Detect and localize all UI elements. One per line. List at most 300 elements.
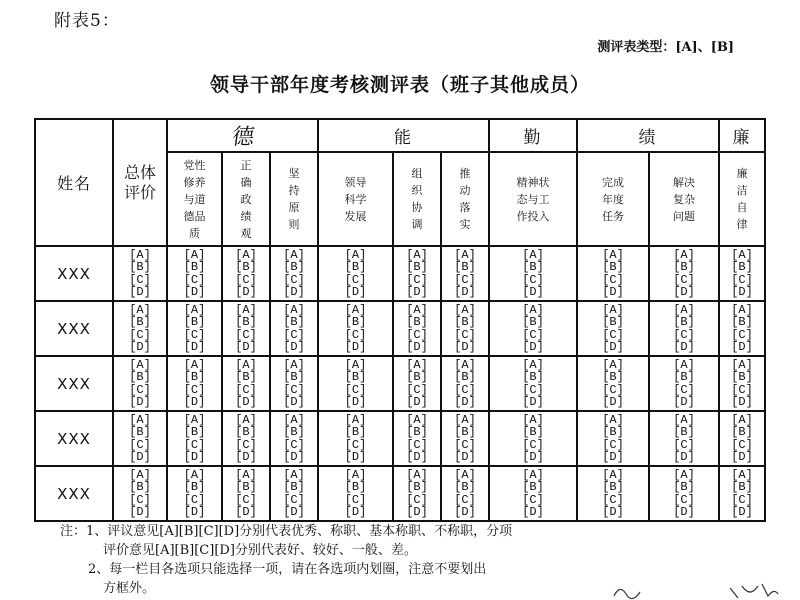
- criteria-header-2: [222, 152, 270, 246]
- rating-option-box[interactable]: [D]: [673, 395, 695, 409]
- rating-option-box[interactable]: [D]: [235, 340, 257, 354]
- rating-option-box[interactable]: [A]: [344, 247, 367, 262]
- rating-option-box[interactable]: [B]: [673, 425, 695, 439]
- rating-option-box[interactable]: [B]: [522, 370, 544, 384]
- rating-option-box[interactable]: [A]: [183, 247, 206, 262]
- criteria-label-line: 年度: [602, 192, 625, 206]
- criteria-label-line: 完成: [602, 175, 625, 189]
- rating-option-box[interactable]: [D]: [731, 450, 753, 464]
- table-row: [35, 246, 765, 301]
- rating-option-box[interactable]: [C]: [602, 437, 624, 452]
- rating-option-box[interactable]: [B]: [673, 480, 695, 494]
- rating-option-box[interactable]: [B]: [235, 425, 257, 439]
- rating-option-box[interactable]: [A]: [283, 357, 305, 372]
- rating-option-box[interactable]: [B]: [406, 315, 428, 329]
- total-rating-options: [113, 246, 167, 301]
- rating-option-box[interactable]: [C]: [283, 492, 305, 507]
- rating-option-box[interactable]: [A]: [454, 247, 476, 262]
- rating-option-box[interactable]: [C]: [454, 327, 476, 342]
- rating-option-box[interactable]: [D]: [454, 395, 476, 409]
- rating-option-box[interactable]: [A]: [673, 357, 695, 372]
- criteria-header-5: [393, 152, 441, 246]
- person-name: XXX: [35, 356, 113, 411]
- note-line-4: 方框外。: [103, 581, 156, 596]
- criterion-rating-options: [222, 411, 270, 466]
- rating-option-box[interactable]: [C]: [673, 382, 695, 397]
- rating-option-box[interactable]: [D]: [602, 340, 624, 354]
- rating-option-box[interactable]: [D]: [129, 285, 151, 299]
- rating-option-box[interactable]: [B]: [129, 260, 151, 274]
- criteria-label-line: 解决: [673, 175, 696, 189]
- rating-option-box[interactable]: [A]: [344, 467, 367, 482]
- rating-option-box[interactable]: [C]: [602, 327, 624, 342]
- rating-option-box[interactable]: [C]: [129, 437, 151, 452]
- rating-option-box[interactable]: [C]: [522, 327, 544, 342]
- rating-option-box[interactable]: [C]: [731, 437, 753, 452]
- rating-option-box[interactable]: [C]: [183, 437, 206, 452]
- rating-option-box[interactable]: [C]: [183, 272, 206, 287]
- criteria-label-line: 调: [411, 218, 423, 231]
- rating-option-box[interactable]: [B]: [406, 480, 428, 494]
- rating-option-box[interactable]: [B]: [344, 480, 367, 494]
- criteria-label-line: 与道: [183, 192, 206, 206]
- rating-option-box[interactable]: [B]: [673, 315, 695, 329]
- criteria-label-line: 持: [288, 184, 300, 197]
- rating-option-box[interactable]: [C]: [235, 492, 257, 507]
- criteria-label-line: 复杂: [673, 192, 696, 206]
- criterion-rating-options: [270, 356, 318, 411]
- rating-option-box[interactable]: [C]: [406, 492, 428, 507]
- rating-option-box[interactable]: [A]: [602, 302, 624, 317]
- rating-option-box[interactable]: [C]: [602, 382, 624, 397]
- rating-option-box[interactable]: [C]: [344, 382, 367, 397]
- rating-option-box[interactable]: [C]: [522, 272, 544, 287]
- criterion-rating-options: [719, 356, 765, 411]
- rating-option-box[interactable]: [A]: [235, 247, 257, 262]
- rating-option-box[interactable]: [A]: [283, 467, 305, 482]
- criteria-label-line: 动: [459, 184, 471, 197]
- rating-option-box[interactable]: [A]: [344, 302, 367, 317]
- rating-option-box[interactable]: [D]: [406, 285, 428, 299]
- rating-option-box[interactable]: [C]: [235, 272, 257, 287]
- rating-option-box[interactable]: [D]: [406, 450, 428, 464]
- rating-option-box[interactable]: [A]: [522, 357, 544, 372]
- attachment-label: 附表5：: [54, 11, 120, 31]
- rating-option-box[interactable]: [D]: [344, 395, 367, 409]
- rating-option-box[interactable]: [D]: [602, 395, 624, 409]
- rating-option-box[interactable]: [B]: [673, 260, 695, 274]
- criterion-rating-options: [719, 301, 765, 356]
- rating-option-box[interactable]: [A]: [406, 357, 428, 372]
- rating-option-box[interactable]: [A]: [129, 357, 151, 372]
- total-evaluation-header: [113, 119, 167, 246]
- rating-option-box[interactable]: [D]: [522, 285, 544, 299]
- rating-option-box[interactable]: [C]: [344, 492, 367, 507]
- rating-option-box[interactable]: [B]: [406, 260, 428, 274]
- rating-option-box[interactable]: [C]: [673, 492, 695, 507]
- rating-option-box[interactable]: [B]: [731, 315, 753, 329]
- criteria-label-line: 原: [288, 201, 300, 214]
- person-name: XXX: [35, 246, 113, 301]
- criterion-rating-options: [489, 301, 577, 356]
- rating-option-box[interactable]: [C]: [129, 327, 151, 342]
- rating-option-box[interactable]: [D]: [673, 285, 695, 299]
- rating-option-box[interactable]: [B]: [344, 370, 367, 384]
- criteria-label-line: 领导: [344, 175, 367, 189]
- rating-option-box[interactable]: [B]: [454, 315, 476, 329]
- rating-option-box[interactable]: [B]: [454, 480, 476, 494]
- rating-option-box[interactable]: [A]: [673, 412, 695, 427]
- rating-option-box[interactable]: [D]: [406, 340, 428, 354]
- rating-option-box[interactable]: [D]: [454, 450, 476, 464]
- rating-option-box[interactable]: [A]: [522, 412, 544, 427]
- rating-option-box[interactable]: [C]: [602, 272, 624, 287]
- criterion-rating-options: [222, 356, 270, 411]
- category-header-neng: 能: [318, 119, 489, 152]
- rating-option-box[interactable]: [A]: [129, 302, 151, 317]
- rating-option-box[interactable]: [C]: [731, 492, 753, 507]
- rating-option-box[interactable]: [A]: [235, 412, 257, 427]
- rating-option-box[interactable]: [C]: [344, 327, 367, 342]
- rating-option-box[interactable]: [A]: [602, 247, 624, 262]
- rating-option-box[interactable]: [D]: [602, 450, 624, 464]
- criteria-header-7: [489, 152, 577, 246]
- rating-option-box[interactable]: [A]: [731, 247, 753, 262]
- rating-option-box[interactable]: [A]: [673, 247, 695, 262]
- rating-option-box[interactable]: [B]: [183, 370, 206, 384]
- rating-option-box[interactable]: [A]: [602, 467, 624, 482]
- criterion-rating-options: [222, 466, 270, 521]
- rating-option-box[interactable]: [B]: [235, 480, 257, 494]
- rating-option-box[interactable]: [A]: [235, 357, 257, 372]
- rating-option-box[interactable]: [D]: [454, 505, 476, 519]
- rating-option-box[interactable]: [D]: [731, 340, 753, 354]
- rating-option-box[interactable]: [B]: [283, 425, 305, 439]
- rating-option-box[interactable]: [C]: [406, 327, 428, 342]
- rating-option-box[interactable]: [A]: [602, 412, 624, 427]
- rating-option-box[interactable]: [D]: [602, 505, 624, 519]
- criterion-rating-options: [167, 356, 222, 411]
- note-line-2: 评价意见[A][B][C][D]分别代表好、较好、一般、差。: [103, 543, 417, 558]
- criterion-rating-options: [441, 246, 489, 301]
- criterion-rating-options: [441, 301, 489, 356]
- criterion-rating-options: [318, 411, 393, 466]
- rating-option-box[interactable]: [B]: [129, 370, 151, 384]
- criteria-header-3: [270, 152, 318, 246]
- rating-option-box[interactable]: [B]: [454, 260, 476, 274]
- rating-option-box[interactable]: [C]: [731, 327, 753, 342]
- rating-option-box[interactable]: [C]: [522, 382, 544, 397]
- rating-option-box[interactable]: [A]: [344, 412, 367, 427]
- rating-option-box[interactable]: [D]: [183, 450, 206, 464]
- rating-option-box[interactable]: [D]: [283, 285, 305, 299]
- rating-option-box[interactable]: [C]: [183, 327, 206, 342]
- rating-option-box[interactable]: [D]: [731, 395, 753, 409]
- rating-option-box[interactable]: [C]: [183, 382, 206, 397]
- rating-option-box[interactable]: [B]: [235, 260, 257, 274]
- rating-option-box[interactable]: [B]: [344, 315, 367, 329]
- rating-option-box[interactable]: [A]: [283, 302, 305, 317]
- person-name: XXX: [35, 411, 113, 466]
- rating-option-box[interactable]: [D]: [235, 395, 257, 409]
- table-row: [35, 356, 765, 411]
- rating-option-box[interactable]: [B]: [602, 425, 624, 439]
- rating-option-box[interactable]: [B]: [602, 480, 624, 494]
- rating-option-box[interactable]: [D]: [731, 285, 753, 299]
- criteria-header-6: [441, 152, 489, 246]
- rating-option-box[interactable]: [D]: [454, 285, 476, 299]
- rating-option-box[interactable]: [C]: [235, 382, 257, 397]
- rating-option-box[interactable]: [D]: [129, 505, 151, 519]
- rating-option-box[interactable]: [B]: [602, 260, 624, 274]
- rating-option-box[interactable]: [B]: [406, 425, 428, 439]
- criteria-label-line: 作投入: [516, 209, 550, 223]
- rating-option-box[interactable]: [C]: [129, 272, 151, 287]
- criteria-label-line: 绩: [240, 209, 252, 223]
- category-header-de: 德: [165, 119, 321, 152]
- rating-option-box[interactable]: [A]: [731, 302, 753, 317]
- rating-option-box[interactable]: [D]: [129, 340, 151, 354]
- rating-option-box[interactable]: [A]: [454, 302, 476, 317]
- rating-option-box[interactable]: [A]: [129, 412, 151, 427]
- rating-option-box[interactable]: [D]: [522, 340, 544, 354]
- rating-option-box[interactable]: [C]: [283, 272, 305, 287]
- rating-option-box[interactable]: [B]: [522, 315, 544, 329]
- rating-option-box[interactable]: [C]: [235, 437, 257, 452]
- rating-option-box[interactable]: [D]: [283, 340, 305, 354]
- rating-option-box[interactable]: [B]: [344, 425, 367, 439]
- rating-option-box[interactable]: [B]: [522, 480, 544, 494]
- rating-option-box[interactable]: [A]: [522, 247, 544, 262]
- rating-option-box[interactable]: [B]: [406, 370, 428, 384]
- rating-option-box[interactable]: [D]: [129, 450, 151, 464]
- total-rating-options: [113, 301, 167, 356]
- rating-option-box[interactable]: [A]: [673, 467, 695, 482]
- rating-option-box[interactable]: [D]: [522, 450, 544, 464]
- table-row: [35, 466, 765, 521]
- rating-option-box[interactable]: [B]: [129, 480, 151, 494]
- rating-option-box[interactable]: [A]: [344, 357, 367, 372]
- rating-option-box[interactable]: [A]: [522, 302, 544, 317]
- criterion-rating-options: [270, 301, 318, 356]
- rating-option-box[interactable]: [B]: [602, 315, 624, 329]
- rating-option-box[interactable]: [C]: [522, 492, 544, 507]
- rating-option-box[interactable]: [B]: [602, 370, 624, 384]
- rating-option-box[interactable]: [B]: [731, 480, 753, 494]
- rating-option-box[interactable]: [D]: [406, 505, 428, 519]
- rating-option-box[interactable]: [D]: [183, 505, 206, 519]
- rating-option-box[interactable]: [A]: [731, 412, 753, 427]
- handwritten-signature-mark: [610, 578, 780, 600]
- name-column-header: 姓名: [35, 119, 113, 246]
- rating-option-box[interactable]: [D]: [344, 505, 367, 519]
- rating-option-box[interactable]: [B]: [183, 260, 206, 274]
- rating-option-box[interactable]: [C]: [129, 382, 151, 397]
- table-row: [35, 301, 765, 356]
- rating-option-box[interactable]: [D]: [344, 285, 367, 299]
- rating-option-box[interactable]: [C]: [522, 437, 544, 452]
- evaluation-table: [34, 118, 766, 522]
- rating-option-box[interactable]: [B]: [731, 260, 753, 274]
- criteria-label-line: 科学: [344, 192, 367, 206]
- rating-option-box[interactable]: [C]: [235, 327, 257, 342]
- rating-option-box[interactable]: [B]: [344, 260, 367, 274]
- rating-option-box[interactable]: [B]: [522, 260, 544, 274]
- rating-option-box[interactable]: [C]: [673, 327, 695, 342]
- rating-option-box[interactable]: [A]: [283, 412, 305, 427]
- rating-option-box[interactable]: [C]: [731, 272, 753, 287]
- rating-option-box[interactable]: [A]: [283, 247, 305, 262]
- category-header-ji: 绩: [577, 119, 719, 152]
- criteria-label-line: 落: [459, 201, 471, 214]
- rating-option-box[interactable]: [C]: [454, 272, 476, 287]
- rating-option-box[interactable]: [B]: [283, 370, 305, 384]
- total-rating-options: [113, 356, 167, 411]
- criteria-header-10: [719, 152, 765, 246]
- rating-option-box[interactable]: [D]: [673, 450, 695, 464]
- criterion-rating-options: [489, 356, 577, 411]
- rating-option-box[interactable]: [A]: [731, 357, 753, 372]
- rating-option-box[interactable]: [C]: [406, 382, 428, 397]
- criterion-rating-options: [577, 301, 649, 356]
- rating-option-box[interactable]: [A]: [522, 467, 544, 482]
- rating-option-box[interactable]: [C]: [454, 382, 476, 397]
- rating-option-box[interactable]: [B]: [183, 480, 206, 494]
- rating-option-box[interactable]: [A]: [454, 412, 476, 427]
- criterion-rating-options: [393, 246, 441, 301]
- rating-option-box[interactable]: [C]: [283, 382, 305, 397]
- criteria-label-line: 则: [288, 218, 300, 231]
- criteria-label-line: 修养: [183, 175, 206, 189]
- rating-option-box[interactable]: [B]: [731, 370, 753, 384]
- criteria-label-line: 问题: [673, 209, 696, 223]
- criterion-rating-options: [270, 411, 318, 466]
- rating-option-box[interactable]: [B]: [183, 425, 206, 439]
- rating-option-box[interactable]: [C]: [673, 272, 695, 287]
- criteria-header-9: [649, 152, 719, 246]
- rating-option-box[interactable]: [D]: [235, 450, 257, 464]
- rating-option-box[interactable]: [C]: [406, 272, 428, 287]
- rating-option-box[interactable]: [A]: [129, 467, 151, 482]
- rating-option-box[interactable]: [A]: [673, 302, 695, 317]
- criterion-rating-options: [577, 411, 649, 466]
- criteria-label-line: 质: [189, 226, 200, 240]
- rating-option-box[interactable]: [A]: [454, 357, 476, 372]
- rating-option-box[interactable]: [D]: [283, 505, 305, 519]
- rating-option-box[interactable]: [A]: [129, 247, 151, 262]
- criteria-label-line: 确: [240, 175, 252, 189]
- rating-option-box[interactable]: [A]: [406, 302, 428, 317]
- criterion-rating-options: [167, 301, 222, 356]
- rating-option-box[interactable]: [D]: [183, 340, 206, 354]
- rating-option-box[interactable]: [B]: [283, 315, 305, 329]
- rating-option-box[interactable]: [A]: [454, 467, 476, 482]
- rating-option-box[interactable]: [B]: [235, 370, 257, 384]
- rating-option-box[interactable]: [D]: [454, 340, 476, 354]
- criterion-rating-options: [167, 411, 222, 466]
- criteria-label-line: 态与工: [516, 192, 550, 206]
- criteria-label-line: 任务: [602, 209, 625, 223]
- rating-option-box[interactable]: [A]: [183, 412, 206, 427]
- rating-option-box[interactable]: [D]: [602, 285, 624, 299]
- rating-option-box[interactable]: [D]: [235, 505, 257, 519]
- rating-option-box[interactable]: [B]: [454, 370, 476, 384]
- rating-option-box[interactable]: [D]: [731, 505, 753, 519]
- rating-option-box[interactable]: [A]: [731, 467, 753, 482]
- rating-option-box[interactable]: [C]: [344, 272, 367, 287]
- criterion-rating-options: [441, 356, 489, 411]
- rating-option-box[interactable]: [D]: [183, 285, 206, 299]
- rating-option-box[interactable]: [D]: [522, 505, 544, 519]
- rating-option-box[interactable]: [D]: [673, 505, 695, 519]
- rating-option-box[interactable]: [B]: [129, 315, 151, 329]
- rating-option-box[interactable]: [B]: [454, 425, 476, 439]
- criteria-label-line: 廉: [736, 167, 748, 180]
- rating-option-box[interactable]: [B]: [673, 370, 695, 384]
- form-type-label: 测评表类型：[A]、[B]: [597, 40, 734, 55]
- rating-option-box[interactable]: [C]: [673, 437, 695, 452]
- rating-option-box[interactable]: [A]: [406, 467, 428, 482]
- table-row: [35, 411, 765, 466]
- rating-option-box[interactable]: [B]: [235, 315, 257, 329]
- rating-option-box[interactable]: [C]: [454, 492, 476, 507]
- criterion-rating-options: [441, 411, 489, 466]
- rating-option-box[interactable]: [B]: [183, 315, 206, 329]
- rating-option-box[interactable]: [B]: [129, 425, 151, 439]
- rating-option-box[interactable]: [C]: [129, 492, 151, 507]
- rating-option-box[interactable]: [A]: [602, 357, 624, 372]
- rating-option-box[interactable]: [C]: [183, 492, 206, 507]
- rating-option-box[interactable]: [A]: [406, 247, 428, 262]
- rating-option-box[interactable]: [D]: [673, 340, 695, 354]
- rating-option-box[interactable]: [C]: [406, 437, 428, 452]
- rating-option-box[interactable]: [D]: [522, 395, 544, 409]
- rating-option-box[interactable]: [C]: [283, 327, 305, 342]
- criterion-rating-options: [719, 411, 765, 466]
- rating-option-box[interactable]: [D]: [344, 340, 367, 354]
- rating-option-box[interactable]: [A]: [183, 467, 206, 482]
- rating-option-box[interactable]: [D]: [183, 395, 206, 409]
- rating-option-box[interactable]: [D]: [344, 450, 367, 464]
- page-title: 领导干部年度考核测评表（班子其他成员）: [209, 74, 590, 96]
- rating-option-box[interactable]: [B]: [283, 480, 305, 494]
- criterion-rating-options: [318, 246, 393, 301]
- rating-option-box[interactable]: [C]: [731, 382, 753, 397]
- rating-option-box[interactable]: [A]: [235, 467, 257, 482]
- rating-option-box[interactable]: [A]: [183, 357, 206, 372]
- rating-option-box[interactable]: [D]: [283, 395, 305, 409]
- rating-option-box[interactable]: [A]: [406, 412, 428, 427]
- rating-option-box[interactable]: [D]: [406, 395, 428, 409]
- rating-option-box[interactable]: [C]: [344, 437, 367, 452]
- rating-option-box[interactable]: [A]: [183, 302, 206, 317]
- rating-option-box[interactable]: [B]: [283, 260, 305, 274]
- rating-option-box[interactable]: [A]: [235, 302, 257, 317]
- criterion-rating-options: [318, 301, 393, 356]
- rating-option-box[interactable]: [B]: [731, 425, 753, 439]
- criterion-rating-options: [318, 466, 393, 521]
- rating-option-box[interactable]: [B]: [522, 425, 544, 439]
- rating-option-box[interactable]: [C]: [454, 437, 476, 452]
- rating-option-box[interactable]: [D]: [235, 285, 257, 299]
- rating-option-box[interactable]: [C]: [602, 492, 624, 507]
- criterion-rating-options: [649, 466, 719, 521]
- rating-option-box[interactable]: [C]: [283, 437, 305, 452]
- criteria-label-line: 党性: [183, 158, 206, 172]
- rating-option-box[interactable]: [D]: [129, 395, 151, 409]
- total-rating-options: [113, 411, 167, 466]
- rating-option-box[interactable]: [D]: [283, 450, 305, 464]
